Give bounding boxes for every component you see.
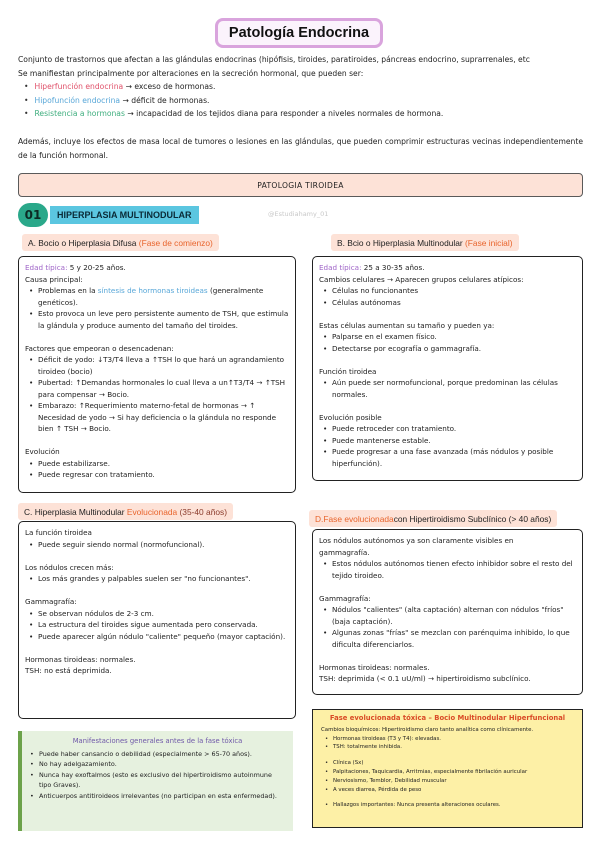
nodes-list — [25, 573, 289, 585]
section-b-age — [319, 262, 576, 274]
intro-item-resist-text: → incapacidad de los tejidos diana para responder a niveles normales de hormona. — [124, 109, 444, 118]
toxic-phase-heading: Fase evolucionada tóxica – Bocio Multinodular Hiperfuncional — [329, 714, 566, 722]
list-item: • Anticuerpos antitiroideos irrelevantes (no participan en esta enfermedad). — [30, 791, 285, 802]
section-a-box — [18, 256, 296, 493]
section-b-box — [312, 256, 583, 481]
section-c-title: C. Hiperplasia Multinodular — [24, 506, 125, 517]
list-item: • Nódulos "calientes" (alta captación) alternan con nódulos "fríos" (baja captación). — [323, 604, 576, 627]
list-item: • Embarazo: ↑Requerimiento materno-fetal de hormonas → ↑ Necesidad de yodo → Si hay deficiencia o la glándula no responde bien ↑ TSH → Bocio. — [29, 400, 289, 435]
list-item: • Nerviosismo, Temblor, Debilidad muscular — [325, 777, 574, 786]
cause-text-1: Problemas en la — [38, 286, 98, 295]
manifestations-box — [18, 731, 293, 831]
cause-title: Causa principal: — [25, 274, 83, 284]
list-item: • Palpitaciones, Taquicardia, Arritmias, especialmente fibrilación auricular — [325, 768, 574, 777]
list-item: • Puede seguir siendo normal (normofuncional). — [29, 539, 289, 551]
intro-list — [18, 80, 583, 121]
list-item: • Células autónomas — [323, 297, 576, 309]
tsh-line: TSH: no está deprimida. — [25, 666, 112, 675]
section-d-line-2: gammagrafía. — [319, 547, 370, 557]
subsection-title: HIPERPLASIA MULTINODULAR — [50, 206, 199, 224]
cause-highlight: síntesis de hormonas tiroideas — [97, 286, 208, 295]
gamma-list — [25, 608, 289, 643]
gamma-list — [319, 604, 576, 650]
section-a-title: A. Bocio o Hiperplasia Difusa — [28, 237, 137, 248]
intro-item-hypo-text: → déficit de hormonas. — [120, 95, 210, 105]
list-item: • Se observan nódulos de 2-3 cm. — [29, 608, 289, 620]
list-item: • Déficit de yodo: ↓T3/T4 lleva a ↑TSH lo que hará un agrandamiento tiroideo (bocio) — [29, 354, 289, 377]
list-item: • Aún puede ser normofuncional, porque predominan las células normales. — [323, 377, 576, 400]
list-item: • La estructura del tiroides sigue aumentada pero conservada. — [29, 619, 289, 631]
section-d-line-1: Los nódulos autónomos ya son claramente visibles en — [319, 536, 514, 545]
list-item: • Puede retroceder con tratamiento. — [323, 423, 576, 435]
list-item: • Puede aparecer algún nódulo "caliente" pequeño (mayor captación). — [29, 631, 289, 643]
function-list — [319, 377, 576, 400]
section-d-box — [312, 529, 583, 695]
section-c-header — [18, 503, 233, 520]
section-c-age: (35-40 años) — [179, 506, 227, 517]
section-a-header — [22, 234, 219, 251]
page-title: Patología Endocrina — [215, 18, 383, 48]
list-item: • Puede progresar a una fase avanzada (más nódulos y posible hiperfunción). — [323, 446, 576, 469]
list-item: • Palparse en el examen físico. — [323, 331, 576, 343]
age-label: Edad típica: — [25, 263, 68, 272]
changes-title: Cambios celulares → Aparecen grupos celulares atípicos: — [319, 274, 524, 284]
factors-title: Factores que empeoran o desencadenan: — [25, 343, 174, 353]
list-item: • Esto provoca un leve pero persistente aumento de TSH, que estimula la glándula y produce aumento del tamaño del tiroides. — [29, 308, 289, 331]
section-c-box — [18, 521, 296, 719]
intro-line-1: Conjunto de trastornos que afectan a las glándulas endocrinas (hipófisis, tiroides, paratiroides, páncreas endocrino, suprarrenales, etc — [18, 55, 530, 64]
term-hypofunction: Hipofunción endocrina — [34, 95, 121, 105]
list-item: • TSH: totalmente inhibida. — [325, 743, 574, 752]
inhibit-list — [319, 558, 576, 581]
clinic-list — [321, 759, 574, 794]
intro-item-hyper — [24, 80, 583, 94]
intro-item-hyper-text: → exceso de hormonas. — [123, 82, 216, 91]
section-c-phase: Evolucionada — [126, 506, 178, 517]
watermark: @Estudiahamy_01 — [268, 210, 329, 218]
intro-item-hypo — [24, 94, 583, 108]
intro-line-2: Se manifiestan principalmente por alteraciones en la secreción hormonal, que pueden ser: — [18, 68, 364, 78]
section-a-age — [25, 262, 289, 274]
list-item: • A veces diarrea, Pérdida de peso — [325, 786, 574, 795]
list-item: • Estos nódulos autónomos tienen efecto inhibidor sobre el resto del tejido tiroideo. — [323, 558, 576, 581]
list-item: • Algunas zonas "frías" se mezclan con parénquima inhibido, lo que dificulta diferenciarlos. — [323, 627, 576, 650]
list-item: • Clínica (Sx) — [325, 759, 574, 768]
section-d-phase: D.Fase evolucionada — [315, 513, 394, 524]
section-d-header — [309, 510, 557, 527]
list-item: • Nunca hay exoftalmos (esto es exclusivo del hipertiroidismo autoinmune tipo Graves). — [30, 770, 285, 791]
nodes-title: Los nódulos crecen más: — [25, 562, 114, 572]
list-item: • Pubertad: ↑Demandas hormonales lo cual lleva a un↑T3/T4 → ↑TSH para compensar → Bocio. — [29, 377, 289, 400]
age-label: Edad típica: — [319, 263, 362, 272]
function-title: La función tiroidea — [25, 528, 92, 537]
gamma-title: Gammagrafía: — [25, 597, 77, 606]
evolution-title: Evolución posible — [319, 412, 382, 422]
cause-list — [25, 285, 289, 331]
manifestations-heading: Manifestaciones generales antes de la fase tóxica — [72, 737, 243, 745]
function-list — [25, 539, 289, 551]
function-title: Función tiroidea — [319, 366, 377, 376]
intro-block — [18, 53, 583, 121]
intro-paragraph: Además, incluye los efectos de masa local de tumores o lesiones en las glándulas, que pueden comprimir estructuras vecinas independientemente de la función hormonal. — [18, 137, 583, 160]
toxic-phase-line: Cambios bioquímicos: Hipertiroidismo claro tanto analítica como clínicamente. — [321, 726, 534, 733]
notes-list — [321, 801, 574, 810]
hormones-line: Hormonas tiroideas: normales. — [25, 654, 136, 664]
section-d-title: con Hipertiroidismo Subclínico (> 40 años) — [393, 513, 552, 524]
section-b-phase: (Fase inicial) — [465, 237, 513, 248]
section-title-bar: PATOLOGIA TIROIDEA — [18, 173, 583, 197]
age-value: 5 y 20-25 años. — [67, 263, 126, 272]
manifestations-list — [30, 749, 285, 802]
list-item: • Puede estabilizarse. — [29, 458, 289, 470]
list-item: • Puede haber cansancio o debilidad (especialmente > 65-70 años). — [30, 749, 285, 760]
intro-item-resist — [24, 107, 583, 121]
hormones-line: Hormonas tiroideas: normales. — [319, 662, 430, 672]
section-a-phase: (Fase de comienzo) — [138, 237, 213, 248]
list-item: • Células no funcionantes — [323, 285, 576, 297]
term-hyperfunction: Hiperfunción endocrina — [34, 82, 124, 91]
list-item: • Puede regresar con tratamiento. — [29, 469, 289, 481]
evolution-title: Evolución — [25, 447, 60, 456]
grow-list — [319, 331, 576, 354]
factors-list — [25, 354, 289, 435]
list-item — [29, 285, 289, 308]
list-item: • Hormonas tiroideas (T3 y T4): elevadas. — [325, 735, 574, 744]
list-item: • Puede mantenerse estable. — [323, 435, 576, 447]
section-b-title: B. Bcio o Hiperplasia Multinodular — [337, 237, 463, 248]
tsh-line: TSH: deprimida (< 0.1 uU/ml) → hipertiroidismo subclínico. — [319, 674, 531, 683]
changes-list — [319, 285, 576, 308]
cause-text-2: (generalmente genéticos). — [38, 286, 264, 307]
list-item: • Hallazgos importantes: Nunca presenta alteraciones oculares. — [325, 801, 574, 810]
term-resistance: Resistencia a hormonas — [34, 109, 125, 118]
list-item: • No hay adelgazamiento. — [30, 759, 285, 770]
grow-title: Estas células aumentan su tamaño y pueden ya: — [319, 320, 495, 330]
list-item: • Los más grandes y palpables suelen ser "no funcionantes". — [29, 573, 289, 585]
evolution-list — [319, 423, 576, 469]
gamma-title: Gammagrafía: — [319, 593, 371, 603]
section-b-header — [331, 234, 519, 251]
section-number-badge: 01 — [18, 203, 48, 227]
age-value: 25 a 30-35 años. — [361, 263, 425, 272]
evolution-list — [25, 458, 289, 481]
list-item: • Detectarse por ecografía o gammagrafía. — [323, 343, 576, 355]
lab-list — [321, 735, 574, 753]
toxic-phase-box — [312, 709, 583, 828]
